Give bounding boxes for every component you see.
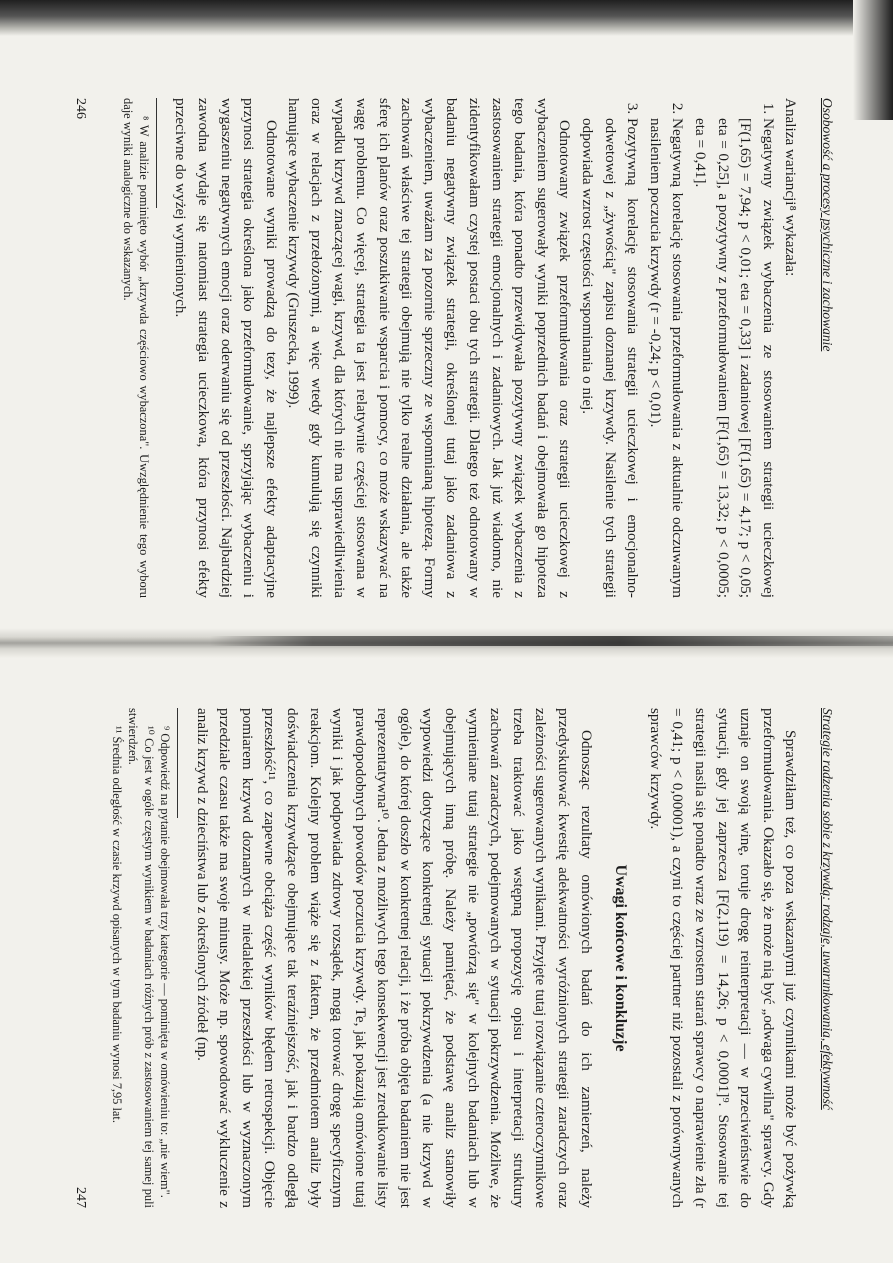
footnote-9: ⁹ Odpowiedź na pytanie obejmowała trzy kategorie — pominięta w omówieniu to: „nie wiem". <box>157 726 172 1198</box>
body-paragraph: Sprawdziłam też, co poza wskazanymi już czynnikami może być pożywką przeformułowania. Okazało się, że może nią być „odwaga cywilna" sprawcy. Gdy uznaje on swoją winę, toruje drogę reinterpretacji — w przeciwieństwie do sytuacji, gdy jej zaprzecza [F(2,119) = 14,26; p < 0,0001]⁹. Stosowanie tej strategii nasila się ponadto wraz ze wzrostem starań sprawcy o naprawienie zła (r = 0,41; p < 0,00001), a czyni to częściej partner niż pozostali z porównywanych sprawców krzywdy. <box>646 708 800 1208</box>
scan-edge-top <box>0 0 893 36</box>
footnote-divider <box>177 708 178 818</box>
running-head-right: Strategie radzenia sobie z krzywdą: rodzaje, uwarunkowania, efektywność <box>820 708 835 1110</box>
body-paragraph: Odnosząc rezultaty omówionych badań do ich zamierzeń, należy przedyskutować kwestię adekwatności wyróżnionych strategii zaradczych oraz zależności sugerowanych wynikami. Przyjęte tutaj rozwiązanie czteroczynnikowe trzeba traktować jako wstępną propozycję opisu i interpretacji struktury zachowań zaradczych, podejmowanych w sytuacji pokrzywdzenia. Możliwe, że wymieniane tutaj strategie nie „powtórzą się" w kolejnych badaniach lub w obejmujących inną próbę. Należy pamiętać, że podstawę analiz stanowiły wypowiedzi dotyczące konkretnej sytuacji pokrzywdzenia (a nie krzywd w ogóle), do której doszło w konkretnej relacji, i że próba objęta badaniem nie jest reprezentatywna¹⁰. Jedna z możliwych tego konsekwencji jest zredukowanie listy prawdopodobnych powodów poczucia krzywdy. Te, jak pokazują omówione tutaj wyniki i jak podpowiada zdrowy rozsądek, mogą torować drogę specyficznym reakcjom. Kolejny problem wiąże się z faktem, że przedmiotem analiz były doświadczenia krzywdzące obejmujące tak teraźniejszość, jak i bardzo odległą przeszłość¹¹, co zapewne obciąża część wyników błędem retrospekcji. Objęcie pomiarem krzywd doznanych w niedalekiej przeszłości lub w wyznaczonym przedziale czasu także ma swoje minusy. Może np. spowodować wykluczenie z analiz krzywd z dzieciństwa lub z określonych źródeł (np. <box>193 708 595 1208</box>
scan-edge-right <box>853 0 893 120</box>
analysis-intro: Analiza wariancji⁸ wykazała: <box>782 98 800 277</box>
page-number-right: 247 <box>72 1187 88 1208</box>
footnote-11: ¹¹ Średnia odległość w czasie krzywd opisanych w tym badaniu wynosi 7,95 lat. <box>109 726 124 1123</box>
page-247 <box>68 708 838 1208</box>
footnote-8: ⁸ W analizie pominięto wybór „krzywda częściowo wybaczona". Uwzględnienie tego wyboru daje wyniki analogiczne do wskazanych. <box>120 98 151 598</box>
result-item-2: 2. Negatywną korelację stosowania przeformułowania z aktualnie odczuwanym nasileniem poczucia krzywdy (r = -0,24; p < 0,01). <box>643 118 688 598</box>
page-246 <box>68 98 838 598</box>
page-number-left: 246 <box>72 98 88 119</box>
spine-shadow <box>210 636 893 646</box>
results-list <box>575 98 778 598</box>
body-paragraph: Odnotowane wyniki prowadzą do tezy, że najlepsze efekty adaptacyjne przynosi strategia określona jako przeformułowanie, sprzyjając wybaczeniu i wygaszeniu negatywnych emocji oraz oderwaniu się od przeszłości. Najbardziej zawodna wydaje się natomiast strategia ucieczkowa, która przynosi efekty przeciwne do wyżej wymienionych. <box>172 98 280 598</box>
result-item-3: 3. Pozytywną korelację stosowania strategii ucieczkowej i emocjonalno-odwetowej z „żywością" zapisu doznanej krzywdy. Nasilenie tych strategii odpowiada wzrost częstości wspominania o niej. <box>575 118 643 598</box>
body-paragraph: Odnotowany związek przeformułowania oraz strategii ucieczkowej z wybaczeniem sugerowały wyniki poprzednich badań i obejmowała go hipoteza tego badania, która ponadto przewidywała pozytywny związek wybaczenia z zastosowaniem strategii emocjonalnych i zadaniowych. Jak już wiadomo, nie zidentyfikowałam czystej postaci obu tych strategii. Dlatego też odnotowany w badaniu negatywny związek strategii, określonej tutaj jako zadaniowa z wybaczeniem, uważam za pozornie sprzeczny ze wspomnianą hipotezą. Formy zachowań właściwe tej strategii obejmują nie tylko realne działania, ale także sferę ich planów oraz poszukiwanie wsparcia i pomocy, co może wskazywać na wagę problemu. Co więcej, strategia ta jest relatywnie częściej stosowana w wypadku krzywd znaczącej wagi, krzywd, dla których nie ma usprawiedliwienia oraz w relacjach z przełożonymi, a więc wtedy gdy kumulują się czynniki hamujące wybaczenie krzywdy (Gruszecka, 1999). <box>285 98 574 598</box>
running-head-left: Osobowość a procesy psychiczne i zachowanie <box>820 98 835 352</box>
section-heading: Uwagi końcowe i konkluzje <box>612 864 630 1052</box>
footnote-10: ¹⁰ Co jest w ogóle częstym wynikiem w badaniach różnych prób z zastosowaniem tej samej puli stwierdzeń. <box>125 708 156 1208</box>
footnote-divider <box>156 98 157 208</box>
result-item-1: 1. Negatywny związek wybaczenia ze stosowaniem strategii ucieczkowej [F(1,65) = 7,94; p < 0,01; eta = 0,33] i zadaniowej [F(1,65) = 4,17; p < 0,05; eta = 0,25], a pozytywny z przeformułowaniem [F(1,65) = 13,32; p < 0,0005; eta = 0,41]. <box>688 118 778 598</box>
